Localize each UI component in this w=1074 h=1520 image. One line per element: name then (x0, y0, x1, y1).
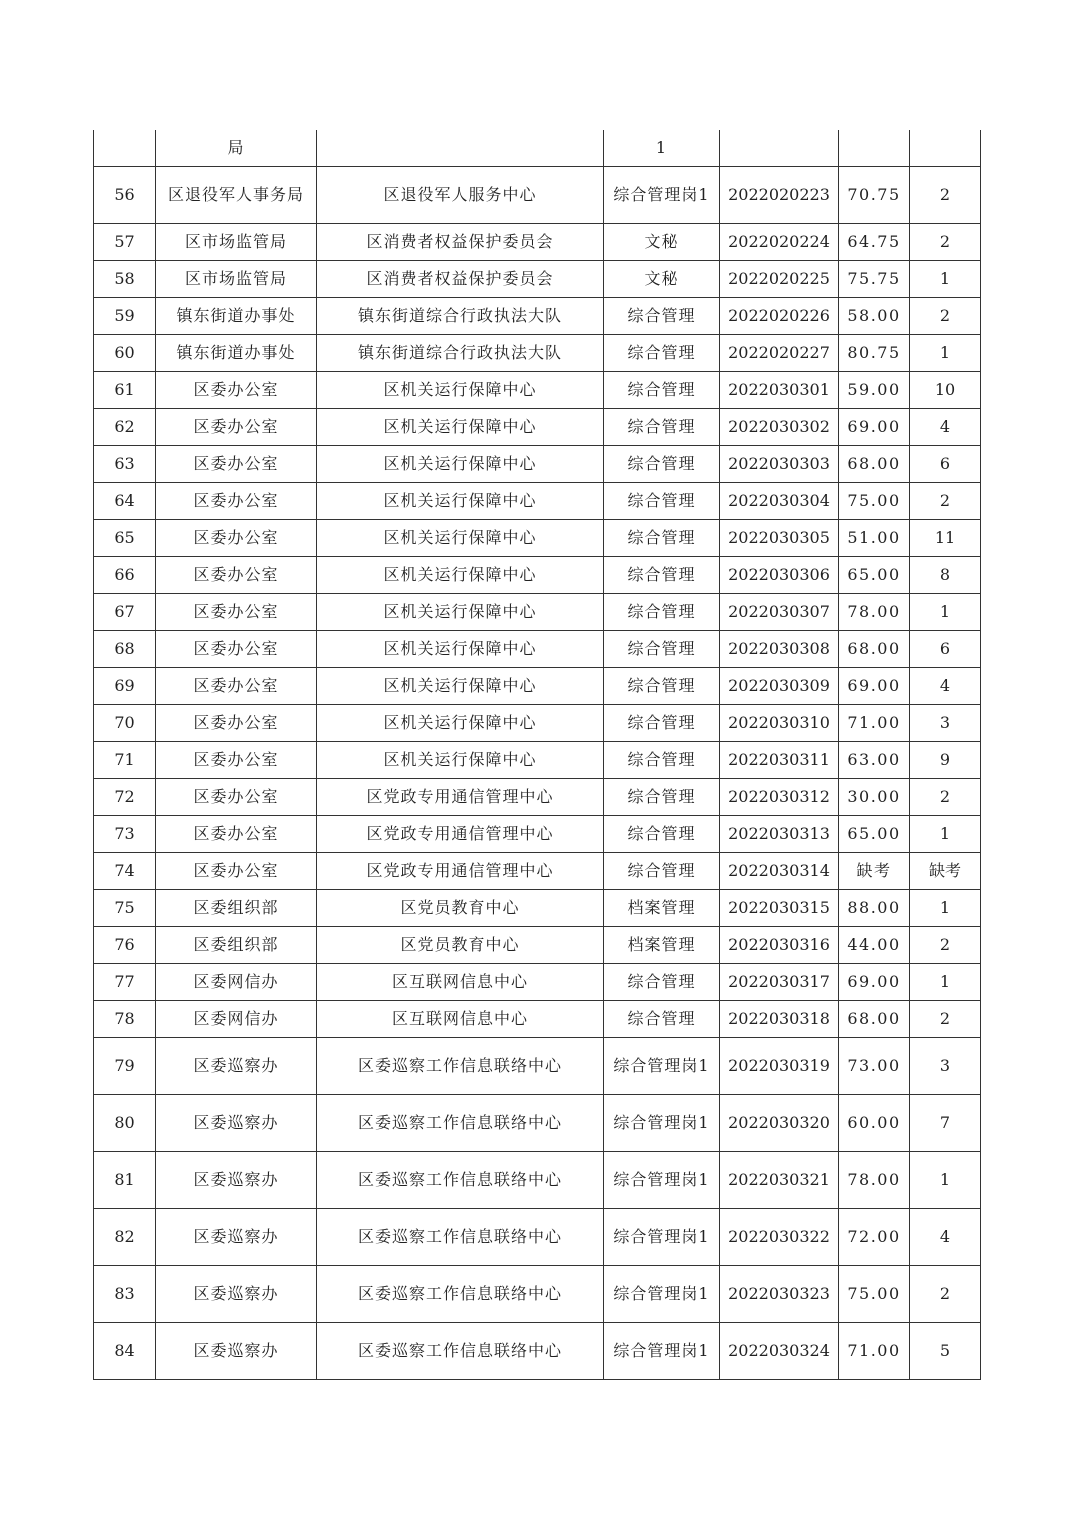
cell-score: 30.00 (839, 778, 910, 815)
cell-unit: 区委巡察工作信息联络中心 (317, 1094, 604, 1151)
cell-position: 文秘 (604, 223, 720, 260)
cell-department: 区委巡察办 (156, 1094, 317, 1151)
table-row (94, 1151, 981, 1208)
cell-rank: 2 (910, 166, 981, 223)
cell-exam-id: 2022030315 (720, 889, 839, 926)
cell-unit: 区党员教育中心 (317, 926, 604, 963)
cell-seq-no: 70 (94, 704, 156, 741)
cell-department: 区退役军人事务局 (156, 166, 317, 223)
cell-department: 区委办公室 (156, 667, 317, 704)
cell-rank: 4 (910, 667, 981, 704)
cell-unit: 区委巡察工作信息联络中心 (317, 1037, 604, 1094)
cell-unit: 区机关运行保障中心 (317, 556, 604, 593)
cell-seq-no: 66 (94, 556, 156, 593)
table-row (94, 852, 981, 889)
cell-rank: 7 (910, 1094, 981, 1151)
cell-exam-id: 2022020225 (720, 260, 839, 297)
table-row (94, 667, 981, 704)
cell-exam-id: 2022020224 (720, 223, 839, 260)
cell-score: 69.00 (839, 408, 910, 445)
cell-unit (317, 130, 604, 166)
cell-department: 区委巡察办 (156, 1322, 317, 1379)
cell-rank: 8 (910, 556, 981, 593)
cell-rank: 4 (910, 1208, 981, 1265)
cell-score: 73.00 (839, 1037, 910, 1094)
cell-department: 区委网信办 (156, 1000, 317, 1037)
cell-rank: 缺考 (910, 852, 981, 889)
cell-exam-id: 2022030302 (720, 408, 839, 445)
cell-rank: 1 (910, 815, 981, 852)
cell-seq-no: 62 (94, 408, 156, 445)
cell-seq-no: 76 (94, 926, 156, 963)
cell-exam-id: 2022030319 (720, 1037, 839, 1094)
cell-seq-no: 80 (94, 1094, 156, 1151)
cell-score: 78.00 (839, 593, 910, 630)
cell-exam-id: 2022030311 (720, 741, 839, 778)
cell-unit: 区党政专用通信管理中心 (317, 852, 604, 889)
table-row (94, 704, 981, 741)
cell-unit: 区党政专用通信管理中心 (317, 815, 604, 852)
cell-position: 综合管理岗1 (604, 1265, 720, 1322)
cell-department: 区委办公室 (156, 741, 317, 778)
cell-position: 综合管理 (604, 815, 720, 852)
cell-exam-id: 2022020223 (720, 166, 839, 223)
cell-unit: 区机关运行保障中心 (317, 593, 604, 630)
cell-position: 综合管理 (604, 593, 720, 630)
cell-rank: 6 (910, 445, 981, 482)
cell-department: 区委办公室 (156, 482, 317, 519)
cell-unit: 区党员教育中心 (317, 889, 604, 926)
table-row (94, 778, 981, 815)
cell-score: 68.00 (839, 630, 910, 667)
cell-unit: 区机关运行保障中心 (317, 445, 604, 482)
cell-position: 综合管理 (604, 1000, 720, 1037)
table-row (94, 815, 981, 852)
cell-exam-id: 2022030301 (720, 371, 839, 408)
cell-department: 区委组织部 (156, 926, 317, 963)
table-row (94, 1037, 981, 1094)
table-row (94, 1265, 981, 1322)
table-row (94, 519, 981, 556)
cell-unit: 镇东街道综合行政执法大队 (317, 297, 604, 334)
cell-position: 综合管理 (604, 963, 720, 1000)
cell-exam-id: 2022030310 (720, 704, 839, 741)
cell-position: 综合管理 (604, 445, 720, 482)
table-row (94, 889, 981, 926)
cell-department: 区委办公室 (156, 630, 317, 667)
table-row (94, 1000, 981, 1037)
cell-seq-no: 68 (94, 630, 156, 667)
table-row (94, 926, 981, 963)
cell-exam-id: 2022030307 (720, 593, 839, 630)
cell-department: 区委办公室 (156, 445, 317, 482)
cell-exam-id: 2022030316 (720, 926, 839, 963)
cell-rank: 6 (910, 630, 981, 667)
table-row (94, 445, 981, 482)
cell-seq-no: 69 (94, 667, 156, 704)
cell-seq-no: 81 (94, 1151, 156, 1208)
cell-position: 综合管理岗1 (604, 166, 720, 223)
cell-department: 区委网信办 (156, 963, 317, 1000)
cell-score: 78.00 (839, 1151, 910, 1208)
cell-score: 68.00 (839, 445, 910, 482)
cell-seq-no: 73 (94, 815, 156, 852)
cell-seq-no: 77 (94, 963, 156, 1000)
cell-score: 64.75 (839, 223, 910, 260)
cell-department: 区市场监管局 (156, 260, 317, 297)
cell-score: 72.00 (839, 1208, 910, 1265)
cell-score (839, 130, 910, 166)
cell-score: 75.00 (839, 482, 910, 519)
table-row (94, 1322, 981, 1379)
cell-exam-id: 2022030303 (720, 445, 839, 482)
table-row (94, 334, 981, 371)
cell-seq-no: 72 (94, 778, 156, 815)
cell-exam-id: 2022030305 (720, 519, 839, 556)
cell-seq-no: 58 (94, 260, 156, 297)
table-row (94, 1208, 981, 1265)
cell-department: 区委办公室 (156, 556, 317, 593)
cell-department: 区委巡察办 (156, 1151, 317, 1208)
cell-score: 75.00 (839, 1265, 910, 1322)
table-row (94, 963, 981, 1000)
cell-score: 70.75 (839, 166, 910, 223)
cell-seq-no: 79 (94, 1037, 156, 1094)
cell-score: 60.00 (839, 1094, 910, 1151)
cell-rank: 11 (910, 519, 981, 556)
cell-unit: 区互联网信息中心 (317, 963, 604, 1000)
cell-department: 区委办公室 (156, 408, 317, 445)
cell-unit: 区党政专用通信管理中心 (317, 778, 604, 815)
cell-exam-id: 2022030323 (720, 1265, 839, 1322)
cell-department: 区委巡察办 (156, 1208, 317, 1265)
cell-department: 区委办公室 (156, 519, 317, 556)
cell-rank: 2 (910, 482, 981, 519)
cell-position: 综合管理 (604, 408, 720, 445)
table-row (94, 556, 981, 593)
cell-rank (910, 130, 981, 166)
cell-department: 区委办公室 (156, 778, 317, 815)
cell-unit: 区委巡察工作信息联络中心 (317, 1208, 604, 1265)
cell-unit: 区机关运行保障中心 (317, 704, 604, 741)
cell-rank: 2 (910, 778, 981, 815)
cell-exam-id: 2022030312 (720, 778, 839, 815)
cell-seq-no: 83 (94, 1265, 156, 1322)
cell-score: 80.75 (839, 334, 910, 371)
cell-position: 1 (604, 130, 720, 166)
cell-score: 68.00 (839, 1000, 910, 1037)
cell-seq-no: 59 (94, 297, 156, 334)
table-row (94, 371, 981, 408)
cell-unit: 区委巡察工作信息联络中心 (317, 1151, 604, 1208)
table-row (94, 1094, 981, 1151)
cell-department: 区委办公室 (156, 815, 317, 852)
cell-score: 71.00 (839, 704, 910, 741)
table-row (94, 408, 981, 445)
cell-seq-no: 65 (94, 519, 156, 556)
cell-unit: 区消费者权益保护委员会 (317, 260, 604, 297)
table-row (94, 630, 981, 667)
cell-position: 综合管理 (604, 741, 720, 778)
cell-score: 69.00 (839, 667, 910, 704)
cell-position: 文秘 (604, 260, 720, 297)
cell-rank: 2 (910, 297, 981, 334)
cell-position: 综合管理 (604, 556, 720, 593)
cell-rank: 9 (910, 741, 981, 778)
cell-score: 75.75 (839, 260, 910, 297)
cell-exam-id: 2022030306 (720, 556, 839, 593)
cell-exam-id (720, 130, 839, 166)
cell-exam-id: 2022030304 (720, 482, 839, 519)
cell-score: 88.00 (839, 889, 910, 926)
cell-position: 综合管理 (604, 297, 720, 334)
cell-department: 区委巡察办 (156, 1037, 317, 1094)
cell-department: 区委办公室 (156, 371, 317, 408)
cell-position: 综合管理 (604, 852, 720, 889)
cell-department: 区委组织部 (156, 889, 317, 926)
cell-position: 综合管理 (604, 778, 720, 815)
results-table-body (94, 130, 981, 1379)
cell-position: 综合管理 (604, 667, 720, 704)
cell-position: 综合管理岗1 (604, 1322, 720, 1379)
cell-rank: 1 (910, 963, 981, 1000)
cell-rank: 2 (910, 1265, 981, 1322)
cell-department: 镇东街道办事处 (156, 334, 317, 371)
cell-exam-id: 2022020226 (720, 297, 839, 334)
cell-score: 63.00 (839, 741, 910, 778)
cell-exam-id: 2022030321 (720, 1151, 839, 1208)
cell-position: 综合管理 (604, 519, 720, 556)
cell-exam-id: 2022030322 (720, 1208, 839, 1265)
cell-position: 综合管理岗1 (604, 1094, 720, 1151)
cell-unit: 区机关运行保障中心 (317, 408, 604, 445)
cell-position: 档案管理 (604, 926, 720, 963)
results-table (93, 130, 981, 1380)
cell-position: 综合管理岗1 (604, 1037, 720, 1094)
table-row (94, 482, 981, 519)
cell-rank: 4 (910, 408, 981, 445)
cell-seq-no: 74 (94, 852, 156, 889)
cell-department: 区委办公室 (156, 852, 317, 889)
cell-score: 44.00 (839, 926, 910, 963)
cell-rank: 1 (910, 1151, 981, 1208)
cell-position: 综合管理 (604, 371, 720, 408)
table-row (94, 741, 981, 778)
cell-exam-id: 2022030318 (720, 1000, 839, 1037)
cell-rank: 2 (910, 926, 981, 963)
cell-score: 65.00 (839, 556, 910, 593)
table-row (94, 130, 981, 166)
cell-department: 局 (156, 130, 317, 166)
cell-rank: 1 (910, 889, 981, 926)
cell-score: 71.00 (839, 1322, 910, 1379)
cell-seq-no: 75 (94, 889, 156, 926)
table-row (94, 260, 981, 297)
cell-seq-no: 78 (94, 1000, 156, 1037)
cell-seq-no: 71 (94, 741, 156, 778)
cell-seq-no: 57 (94, 223, 156, 260)
cell-position: 档案管理 (604, 889, 720, 926)
cell-department: 区委巡察办 (156, 1265, 317, 1322)
cell-score: 58.00 (839, 297, 910, 334)
cell-unit: 区互联网信息中心 (317, 1000, 604, 1037)
cell-unit: 区机关运行保障中心 (317, 741, 604, 778)
cell-seq-no: 56 (94, 166, 156, 223)
cell-unit: 区机关运行保障中心 (317, 630, 604, 667)
cell-unit: 区机关运行保障中心 (317, 371, 604, 408)
cell-unit: 区机关运行保障中心 (317, 667, 604, 704)
cell-unit: 区退役军人服务中心 (317, 166, 604, 223)
cell-seq-no: 84 (94, 1322, 156, 1379)
cell-department: 镇东街道办事处 (156, 297, 317, 334)
cell-rank: 1 (910, 334, 981, 371)
cell-seq-no: 67 (94, 593, 156, 630)
table-row (94, 223, 981, 260)
cell-seq-no (94, 130, 156, 166)
cell-seq-no: 61 (94, 371, 156, 408)
table-row (94, 593, 981, 630)
cell-exam-id: 2022030320 (720, 1094, 839, 1151)
cell-exam-id: 2022030317 (720, 963, 839, 1000)
cell-score: 缺考 (839, 852, 910, 889)
cell-rank: 2 (910, 1000, 981, 1037)
cell-seq-no: 82 (94, 1208, 156, 1265)
cell-department: 区委办公室 (156, 593, 317, 630)
cell-department: 区委办公室 (156, 704, 317, 741)
cell-unit: 区消费者权益保护委员会 (317, 223, 604, 260)
cell-unit: 区机关运行保障中心 (317, 482, 604, 519)
cell-unit: 区委巡察工作信息联络中心 (317, 1265, 604, 1322)
cell-seq-no: 64 (94, 482, 156, 519)
cell-rank: 2 (910, 223, 981, 260)
cell-score: 69.00 (839, 963, 910, 1000)
cell-exam-id: 2022030313 (720, 815, 839, 852)
cell-rank: 10 (910, 371, 981, 408)
cell-seq-no: 60 (94, 334, 156, 371)
cell-exam-id: 2022030309 (720, 667, 839, 704)
cell-unit: 区委巡察工作信息联络中心 (317, 1322, 604, 1379)
cell-exam-id: 2022020227 (720, 334, 839, 371)
table-row (94, 297, 981, 334)
cell-rank: 5 (910, 1322, 981, 1379)
cell-rank: 3 (910, 704, 981, 741)
cell-position: 综合管理 (604, 482, 720, 519)
table-row (94, 166, 981, 223)
cell-position: 综合管理 (604, 334, 720, 371)
cell-position: 综合管理 (604, 630, 720, 667)
cell-position: 综合管理岗1 (604, 1208, 720, 1265)
cell-position: 综合管理 (604, 704, 720, 741)
cell-score: 59.00 (839, 371, 910, 408)
cell-rank: 3 (910, 1037, 981, 1094)
cell-rank: 1 (910, 260, 981, 297)
cell-unit: 镇东街道综合行政执法大队 (317, 334, 604, 371)
cell-unit: 区机关运行保障中心 (317, 519, 604, 556)
results-table-container (93, 130, 981, 1380)
cell-score: 51.00 (839, 519, 910, 556)
cell-score: 65.00 (839, 815, 910, 852)
cell-department: 区市场监管局 (156, 223, 317, 260)
cell-exam-id: 2022030324 (720, 1322, 839, 1379)
cell-exam-id: 2022030314 (720, 852, 839, 889)
cell-position: 综合管理岗1 (604, 1151, 720, 1208)
cell-seq-no: 63 (94, 445, 156, 482)
cell-rank: 1 (910, 593, 981, 630)
cell-exam-id: 2022030308 (720, 630, 839, 667)
